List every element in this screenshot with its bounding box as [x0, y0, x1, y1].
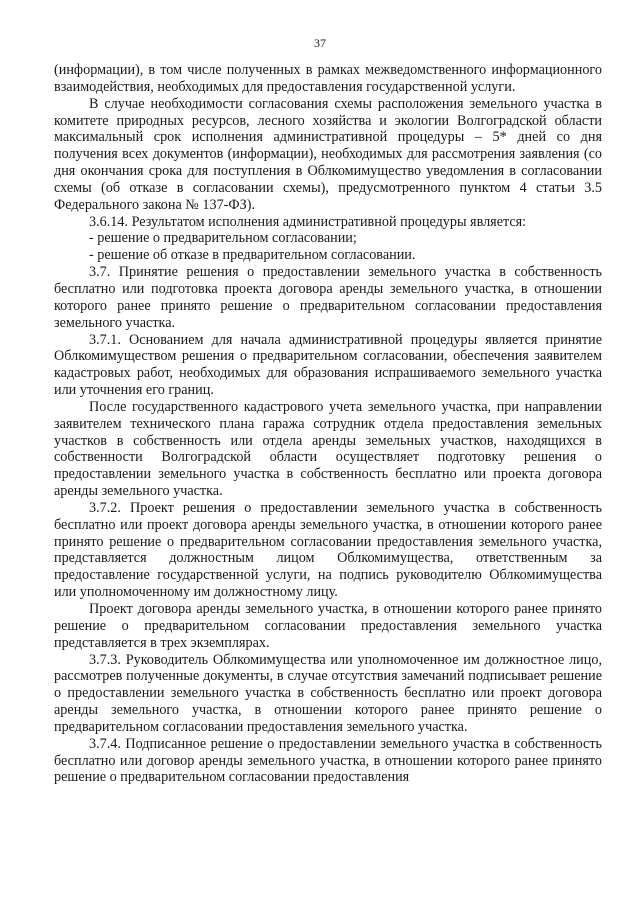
paragraph: - решение об отказе в предварительном согласовании.: [89, 247, 416, 264]
paragraph: 3.7.1. Основанием для начала административной процедуры является принятие Облкомимуществом решения о предварительном согласовании, обеспечения заявителем кадастровых работ, необходимых для образования испрашиваемого земельного участка или уточнения его границ.: [54, 331, 602, 399]
paragraph: Проект договора аренды земельного участка, в отношении которого ранее принято решение о предварительном согласовании предоставления земельного участка представляется в трех экземплярах.: [54, 601, 602, 651]
page-number: 37: [314, 36, 326, 50]
paragraph: В случае необходимости согласования схемы расположения земельного участка в комитете природных ресурсов, лесного хозяйства и экологии Волгоградской области максимальный срок исполнения административной процедуры – 5* дней со дня получения всех документов (информации), необходимых для рассмотрения заявления (со дня окончания срока для поступления в Облкомимущество уведомления в согласовании схемы (об отказе в согласовании схемы), предусмотренного пунктом 4 статьи 3.5 Федерального закона № 137-ФЗ).: [54, 95, 602, 213]
paragraph: - решение о предварительном согласовании;: [89, 230, 357, 247]
paragraph: 3.6.14. Результатом исполнения административной процедуры является:: [89, 213, 527, 230]
paragraph: 3.7.4. Подписанное решение о предоставлении земельного участка в собственность бесплатно или договор аренды земельного участка, в отношении которого ранее принято решение о предварительном согласовании предоставления: [54, 735, 602, 786]
paragraph: 3.7.3. Руководитель Облкомимущества или уполномоченное им должностное лицо, рассмотрев полученные документы, в случае отсутствия замечаний подписывает решение о предоставлении земельного участка в собственность бесплатно или проект договора аренды земельного участка, в отношении которого ранее принято решение о предварительном согласовании предоставления земельного участка.: [54, 651, 602, 735]
paragraph: 3.7.2. Проект решения о предоставлении земельного участка в собственность бесплатно или проект договора аренды земельного участка, в отношении которого ранее принято решение о предварительном согласовании предоставления земельного участка, представляется должностным лицом Облкомимущества, ответственным за предоставление государственной услуги, на подпись руководителю Облкомимущества или уполномоченному им должностному лицу.: [54, 499, 602, 601]
document-body: [54, 62, 602, 786]
paragraph: После государственного кадастрового учета земельного участка, при направлении заявителем технического плана гаража сотрудник отдела предоставления земельных участков в собственность или отдела аренды земельных участков, находящихся в собственности Волгоградской области осуществляет подготовку решения о предоставлении земельного участка в собственность бесплатно или проекта договора аренды земельного участка.: [54, 398, 602, 500]
paragraph: (информации), в том числе полученных в рамках межведомственного информационного взаимодействия, необходимых для предоставления государственной услуги.: [54, 62, 602, 95]
paragraph: 3.7. Принятие решения о предоставлении земельного участка в собственность бесплатно или подготовка проекта договора аренды земельного участка, в отношении которого ранее принято решение о предварительном согласовании предоставления земельного участка.: [54, 264, 602, 331]
